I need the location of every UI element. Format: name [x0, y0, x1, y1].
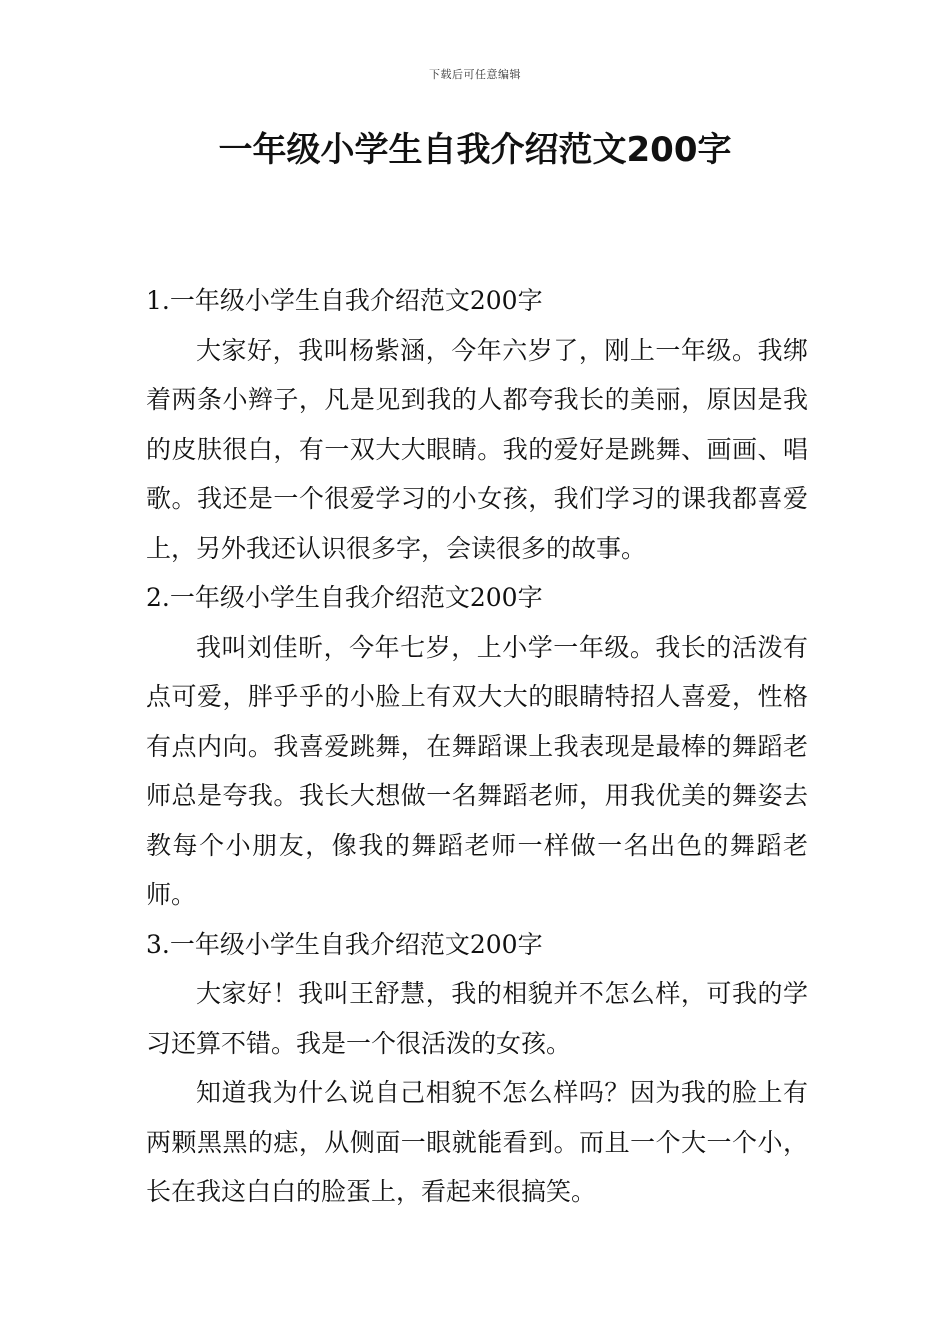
section-2-paragraph-1: 我叫刘佳昕，今年七岁，上小学一年级。我长的活泼有点可爱，胖乎乎的小脸上有双大大的眼睛特招人喜爱，性格有点内向。我喜爱跳舞，在舞蹈课上我表现是最棒的舞蹈老师总是夸我。我长大想做一名舞蹈老师，用我优美的舞姿去教每个小朋友，像我的舞蹈老师一样做一名出色的舞蹈老师。 [146, 632, 808, 909]
section-3-paragraph-1: 大家好！我叫王舒慧，我的相貌并不怎么样，可我的学习还算不错。我是一个很活泼的女孩。 [146, 979, 808, 1058]
header-note: 下载后可任意编辑 [429, 68, 521, 81]
document-body [146, 276, 808, 1217]
section-heading-2: 2.一年级小学生自我介绍范文200字 [146, 583, 543, 612]
section-3-paragraph-2: 知道我为什么说自己相貌不怎么样吗？因为我的脸上有两颗黑黑的痣，从侧面一眼就能看到。而且一个大一个小，长在我这白白的脸蛋上，看起来很搞笑。 [146, 1078, 808, 1206]
document-title: 一年级小学生自我介绍范文200字 [218, 130, 732, 170]
section-1-paragraph-1: 大家好，我叫杨紫涵，今年六岁了，刚上一年级。我绑着两条小辫子，凡是见到我的人都夸我长的美丽，原因是我的皮肤很白，有一双大大眼睛。我的爱好是跳舞、画画、唱歌。我还是一个很爱学习的小女孩，我们学习的课我都喜爱上，另外我还认识很多字，会读很多的故事。 [146, 335, 808, 563]
section-heading-1: 1.一年级小学生自我介绍范文200字 [146, 286, 543, 315]
section-heading-3: 3.一年级小学生自我介绍范文200字 [146, 929, 543, 959]
